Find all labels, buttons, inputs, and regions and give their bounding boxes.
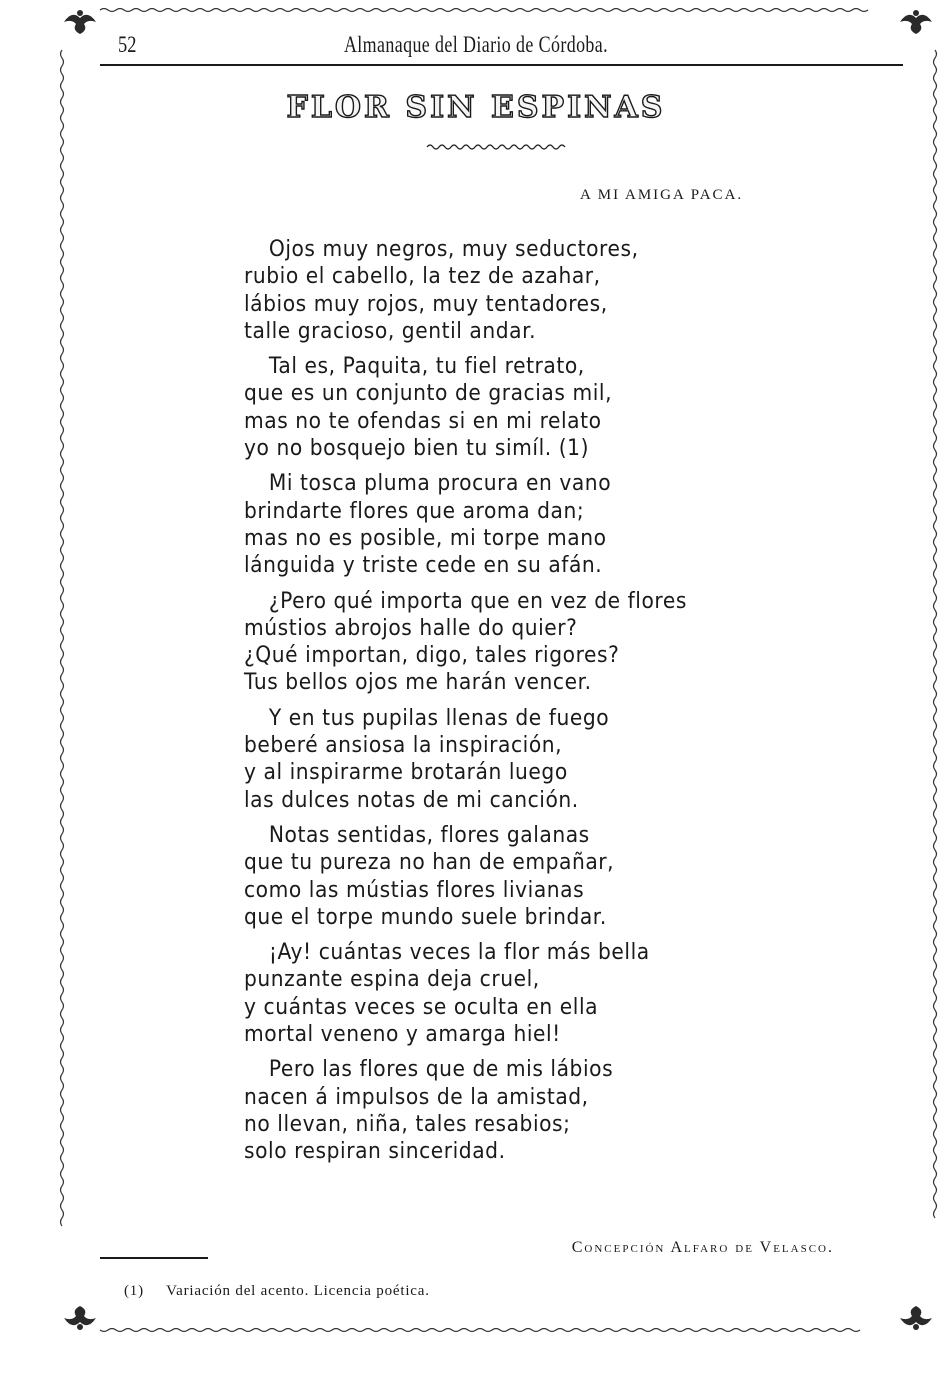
poem-line: que es un conjunto de gracias mil, (244, 381, 613, 407)
footnote-rule (100, 1257, 208, 1259)
footnote-text: Variación del acento. Licencia poética. (166, 1283, 430, 1299)
poem-line: Tal es, Paquita, tu fiel retrato, (268, 354, 585, 380)
fleuron-top-right-icon (900, 10, 932, 34)
poem-line: brindarte flores que aroma dan; (244, 498, 585, 524)
poem-line: Notas sentidas, flores galanas (268, 822, 590, 848)
poem-line: solo respiran sinceridad. (244, 1139, 506, 1165)
author-name: Concepción Alfaro de Velasco. (571, 1239, 834, 1256)
stanza-7 (244, 939, 864, 1048)
dedication: A MI AMIGA PACA. (580, 187, 744, 203)
poem-line: mortal veneno y amarga hiel! (244, 1022, 561, 1048)
poem-line: las dulces notas de mi canción. (244, 787, 579, 813)
wavy-ornament-icon (425, 141, 570, 153)
stanza-1 (244, 236, 864, 345)
poem-line: Pero las flores que de mis lábios (268, 1057, 614, 1083)
fleuron-bottom-left-icon (64, 1306, 96, 1330)
poem-line: beberé ansiosa la inspiración, (244, 733, 563, 759)
poem-line: no llevan, niña, tales resabios; (244, 1111, 571, 1137)
footnote (124, 1283, 430, 1300)
poem-line: Y en tus pupilas llenas de fuego (268, 705, 610, 731)
right-border-line (934, 50, 937, 1218)
poem-line: yo no bosquejo bien tu simíl. (1) (244, 436, 590, 462)
stanza-6 (244, 822, 864, 931)
fleuron-top-left-icon (64, 10, 96, 34)
poem-line: Tus bellos ojos me harán vencer. (244, 670, 592, 696)
poem-line: Ojos muy negros, muy seductores, (268, 237, 639, 262)
poem-line: y al inspirarme brotarán luego (244, 760, 568, 786)
poem-line: ¿Pero qué importa que en vez de flores (268, 588, 687, 614)
bottom-border-line (100, 1329, 860, 1332)
poem-line: punzante espina deja cruel, (244, 967, 540, 993)
poem-line: nacen á impulsos de la amistad, (244, 1084, 589, 1110)
fleuron-bottom-right-icon (900, 1306, 932, 1330)
poem-line: mústios abrojos halle do quier? (244, 615, 578, 641)
poem-line: rubio el cabello, la tez de azahar, (244, 264, 601, 290)
poem-line: lábios muy rojos, muy tentadores, (244, 291, 608, 317)
stanza-8 (244, 1056, 864, 1165)
left-border-line (61, 50, 64, 1226)
poem-body (244, 236, 864, 1174)
poem-line: que tu pureza no han de empañar, (244, 850, 615, 876)
top-border-line (100, 9, 868, 12)
footnote-mark: (1) (124, 1283, 144, 1299)
poem-line: mas no te ofendas si en mi relato (244, 408, 602, 434)
stanza-2 (244, 353, 864, 462)
poem-title: FLOR SIN ESPINAS (286, 90, 666, 125)
poem-line: ¡Ay! cuántas veces la flor más bella (268, 940, 650, 966)
running-head (0, 32, 952, 62)
stanza-3 (244, 470, 864, 579)
stanza-5 (244, 705, 864, 814)
page-number: 52 (118, 32, 137, 57)
journal-title: Almanaque del Diario de Córdoba. (343, 32, 609, 57)
header-rule (100, 64, 903, 66)
poem-line: lánguida y triste cede en su afán. (244, 553, 603, 579)
poem-line: que el torpe mundo suele brindar. (244, 904, 607, 930)
poem-line: ¿Qué importan, digo, tales rigores? (244, 643, 620, 669)
stanza-4 (244, 588, 864, 697)
author-signature (572, 1239, 834, 1257)
poem-line: mas no es posible, mi torpe mano (244, 525, 607, 551)
poem-line: Mi tosca pluma procura en vano (268, 471, 612, 497)
poem-line: como las mústias flores livianas (244, 877, 585, 903)
poem-line: y cuántas veces se oculta en ella (244, 994, 599, 1020)
poem-line: talle gracioso, gentil andar. (244, 318, 537, 344)
